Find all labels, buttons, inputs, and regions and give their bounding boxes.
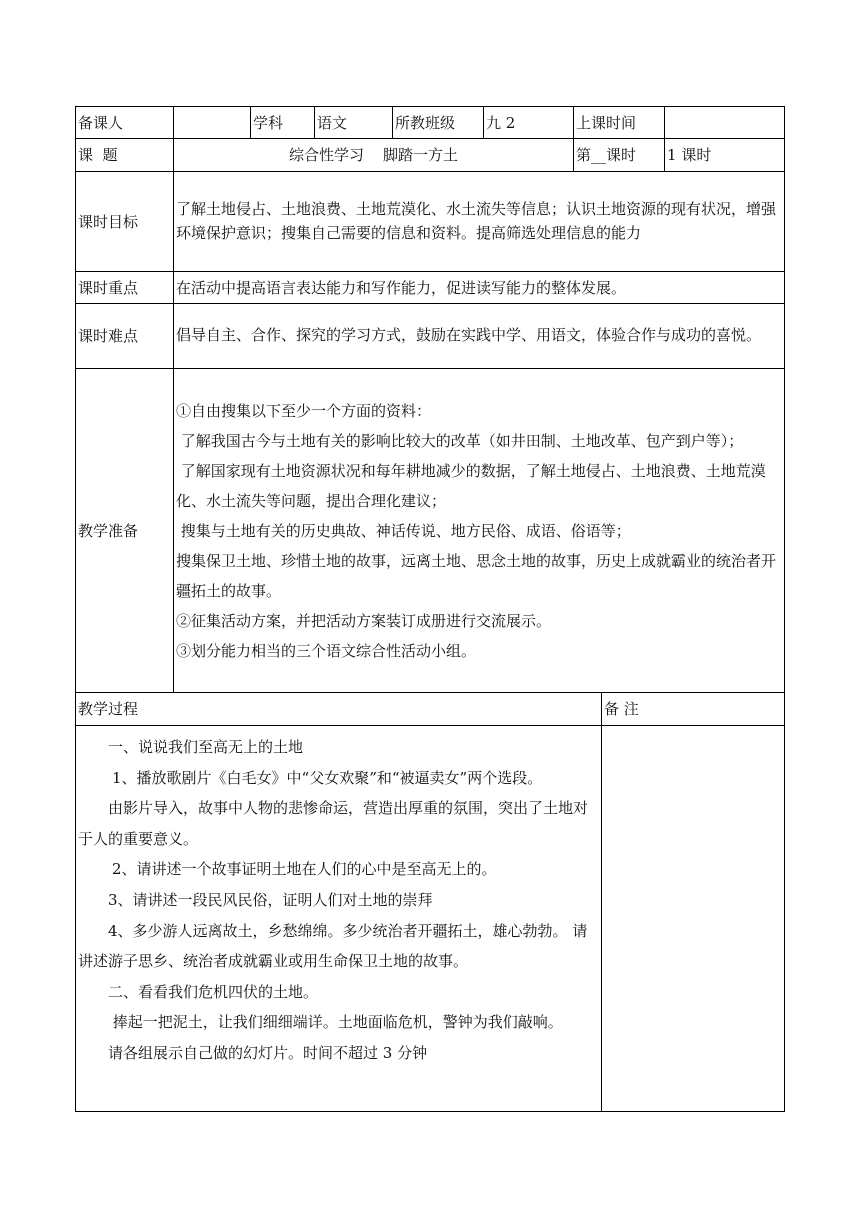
preparation-item: 了解国家现有土地资源状况和每年耕地减少的数据，了解土地侵占、土地浪费、土地荒漠化、水土流失等问题，提出合理化建议；	[176, 461, 766, 510]
process-paragraph: 请各组展示自己做的幻灯片。时间不超过 3 分钟	[108, 1043, 428, 1062]
process-paragraph: 捧起一把泥土，让我们细细端详。土地面临危机，警钟为我们敲响。	[108, 1013, 563, 1032]
preparer-value	[174, 107, 251, 139]
preparation-item: ②征集活动方案，并把活动方案装订成册进行交流展示。	[176, 611, 552, 630]
topic-value: 综合性学习 脚踏一方土	[174, 139, 574, 172]
process-body-row	[76, 726, 785, 1112]
process-paragraph: 由影片导入，故事中人物的悲惨命运，营造出厚重的氛围，突出了土地对于人的重要意义。	[78, 799, 589, 848]
process-header-row	[76, 693, 785, 726]
objectives-label: 课时目标	[76, 172, 174, 272]
subject-value: 语文	[315, 107, 393, 139]
preparation-item: ①自由搜集以下至少一个方面的资料：	[176, 401, 432, 420]
lesson-plan-table	[75, 106, 785, 693]
period-label: 第__课时	[574, 139, 665, 172]
preparation-text	[174, 369, 785, 693]
process-paragraph: 3、请讲述一段民风民俗，证明人们对土地的崇拜	[108, 890, 433, 909]
process-paragraph: 4、多少游人远离故土，乡愁绵绵。多少统治者开疆拓土，雄心勃勃。 请讲述游子思乡、统治者成就霸业或用生命保卫土地的故事。	[78, 921, 588, 971]
preparation-item: ③划分能力相当的三个语文综合性活动小组。	[176, 641, 477, 660]
objectives-text: 了解土地侵占、土地浪费、土地荒漠化、水土流失等信息；认识土地资源的现有状况，增强环境保护意识；搜集自己需要的信息和资料。提高筛选处理信息的能力	[174, 172, 785, 272]
process-content	[76, 726, 602, 1112]
header-row	[76, 107, 785, 139]
process-paragraph: 1、播放歌剧片《白毛女》中“父女欢聚”和“被逼卖女”两个选段。	[112, 768, 543, 787]
preparation-label: 教学准备	[76, 369, 174, 693]
topic-row	[76, 139, 785, 172]
objectives-row	[76, 172, 785, 272]
process-paragraph: 二、看看我们危机四伏的土地。	[108, 982, 319, 1001]
topic-label: 课 题	[76, 139, 174, 172]
preparation-item: 搜集与土地有关的历史典故、神话传说、地方民俗、成语、俗语等；	[176, 521, 631, 540]
subject-label: 学科	[251, 107, 315, 139]
key-points-text: 在活动中提高语言表达能力和写作能力，促进读写能力的整体发展。	[174, 272, 785, 304]
class-label: 所教班级	[393, 107, 484, 139]
preparation-row	[76, 369, 785, 693]
preparer-label: 备课人	[76, 107, 174, 139]
difficulties-text: 倡导自主、合作、探究的学习方式，鼓励在实践中学、用语文，体验合作与成功的喜悦。	[174, 304, 785, 369]
process-table	[75, 692, 785, 1112]
process-label: 教学过程	[76, 693, 602, 726]
key-points-row	[76, 272, 785, 304]
class-value: 九 2	[484, 107, 574, 139]
notes-label: 备 注	[602, 693, 785, 726]
time-label: 上课时间	[574, 107, 665, 139]
preparation-item: 搜集保卫土地、珍惜土地的故事，远离土地、思念土地的故事，历史上成就霸业的统治者开疆拓土的故事。	[176, 551, 777, 600]
difficulties-row	[76, 304, 785, 369]
period-value: 1 课时	[665, 139, 785, 172]
notes-content	[602, 726, 785, 1112]
process-paragraph: 2、请讲述一个故事证明土地在人们的心中是至高无上的。	[112, 860, 497, 879]
lesson-plan	[75, 106, 784, 1112]
time-value	[665, 107, 785, 139]
preparation-item: 了解我国古今与土地有关的影响比较大的改革（如井田制、土地改革、包产到户等）；	[176, 431, 744, 450]
key-points-label: 课时重点	[76, 272, 174, 304]
difficulties-label: 课时难点	[76, 304, 174, 369]
process-paragraph: 一、说说我们至高无上的土地	[108, 738, 304, 756]
